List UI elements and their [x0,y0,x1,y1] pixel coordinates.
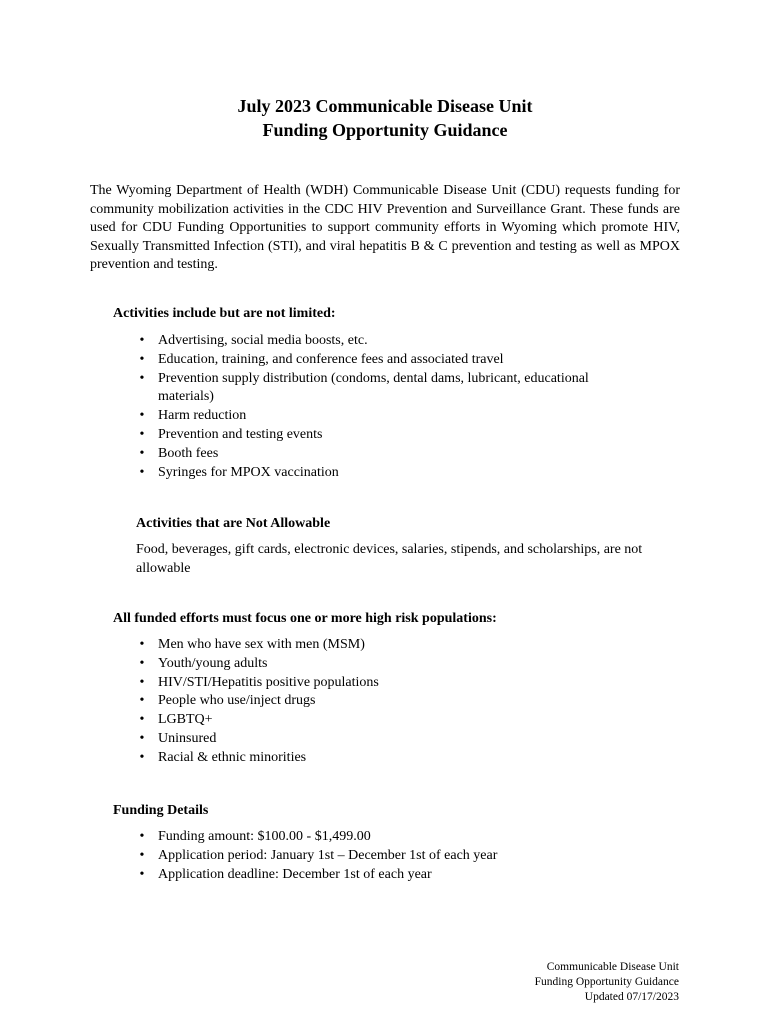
list-item [136,351,648,370]
list-item-text: Prevention supply distribution (condoms, dental dams, lubricant, educational materials) [158,370,589,405]
footer-document-name: Funding Opportunity Guidance [534,976,679,988]
list-item [136,370,648,408]
list-item [136,730,648,749]
document-title-line-1: July 2023 Communicable Disease Unit [237,96,533,116]
bullet-icon: • [139,637,145,652]
bullet-icon: • [139,847,145,863]
list-item-text: Youth/young adults [158,655,268,671]
bullet-icon: • [139,655,145,671]
list-item-text: HIV/STI/Hepatitis positive populations [158,674,379,690]
list-item-text: Men who have sex with men (MSM) [158,637,365,652]
list-item [136,655,648,674]
list-item-text: Harm reduction [158,408,247,424]
list-item-text: LGBTQ+ [158,712,213,728]
bullet-icon: • [139,693,145,709]
list-item [136,749,648,768]
bullet-icon: • [139,408,145,424]
list-item [136,445,648,464]
bullet-icon: • [139,370,145,386]
list-item-text: People who use/inject drugs [158,693,316,709]
list-item-text: Education, training, and conference fees and associated travel [158,351,504,367]
list-item [136,464,648,483]
bullet-icon: • [139,730,145,746]
list-item-text: Application deadline: December 1st of each year [158,866,432,882]
list-item [136,426,648,445]
list-item [136,711,648,730]
bullet-icon: • [139,712,145,728]
list-item [136,674,648,693]
list-item-text: Application period: January 1st – December 1st of each year [158,847,498,863]
populations-list [136,636,648,768]
bullet-icon: • [139,674,145,690]
footer-unit: Communicable Disease Unit [546,961,679,973]
activities-heading: Activities include but are not limited: [113,306,336,321]
list-item-text: Funding amount: $100.00 - $1,499.00 [158,829,371,844]
funding-heading: Funding Details [113,803,209,818]
list-item-text: Racial & ethnic minorities [158,749,307,765]
list-item [136,636,648,655]
not-allowable-heading: Activities that are Not Allowable [136,516,331,531]
not-allowable-text: Food, beverages, gift cards, electronic devices, salaries, stipends, and scholarships, are not allowable [136,542,643,576]
intro-paragraph: The Wyoming Department of Health (WDH) Communicable Disease Unit (CDU) requests funding for community mobilization activities in the CDC HIV Prevention and Surveillance Grant. These funds are used for CDU Funding Opportunities to support community efforts in Wyoming which promote HIV, Sexually Transmitted Infection (STI), and viral hepatitis B & C prevention and testing as well as MPOX prevention and testing. [90,183,680,272]
document-title-line-2: Funding Opportunity Guidance [262,120,508,140]
list-item-text: Uninsured [158,730,217,746]
list-item [136,332,648,351]
list-item-text: Syringes for MPOX vaccination [158,464,339,480]
bullet-icon: • [139,464,145,480]
funding-list [136,828,648,884]
list-item [136,407,648,426]
list-item [136,847,648,866]
activities-list [136,332,648,482]
bullet-icon: • [139,333,145,348]
bullet-icon: • [139,829,145,844]
bullet-icon: • [139,351,145,367]
list-item-text: Advertising, social media boosts, etc. [158,333,368,348]
list-item-text: Prevention and testing events [158,426,323,442]
list-item-text: Booth fees [158,445,219,461]
list-item [136,828,648,847]
page-footer [535,960,679,1005]
populations-heading: All funded efforts must focus one or more high risk populations: [113,611,497,626]
footer-updated-date: Updated 07/17/2023 [584,991,679,1003]
bullet-icon: • [139,426,145,442]
bullet-icon: • [139,749,145,765]
list-item [136,866,648,885]
bullet-icon: • [139,866,145,882]
list-item [136,692,648,711]
bullet-icon: • [139,445,145,461]
